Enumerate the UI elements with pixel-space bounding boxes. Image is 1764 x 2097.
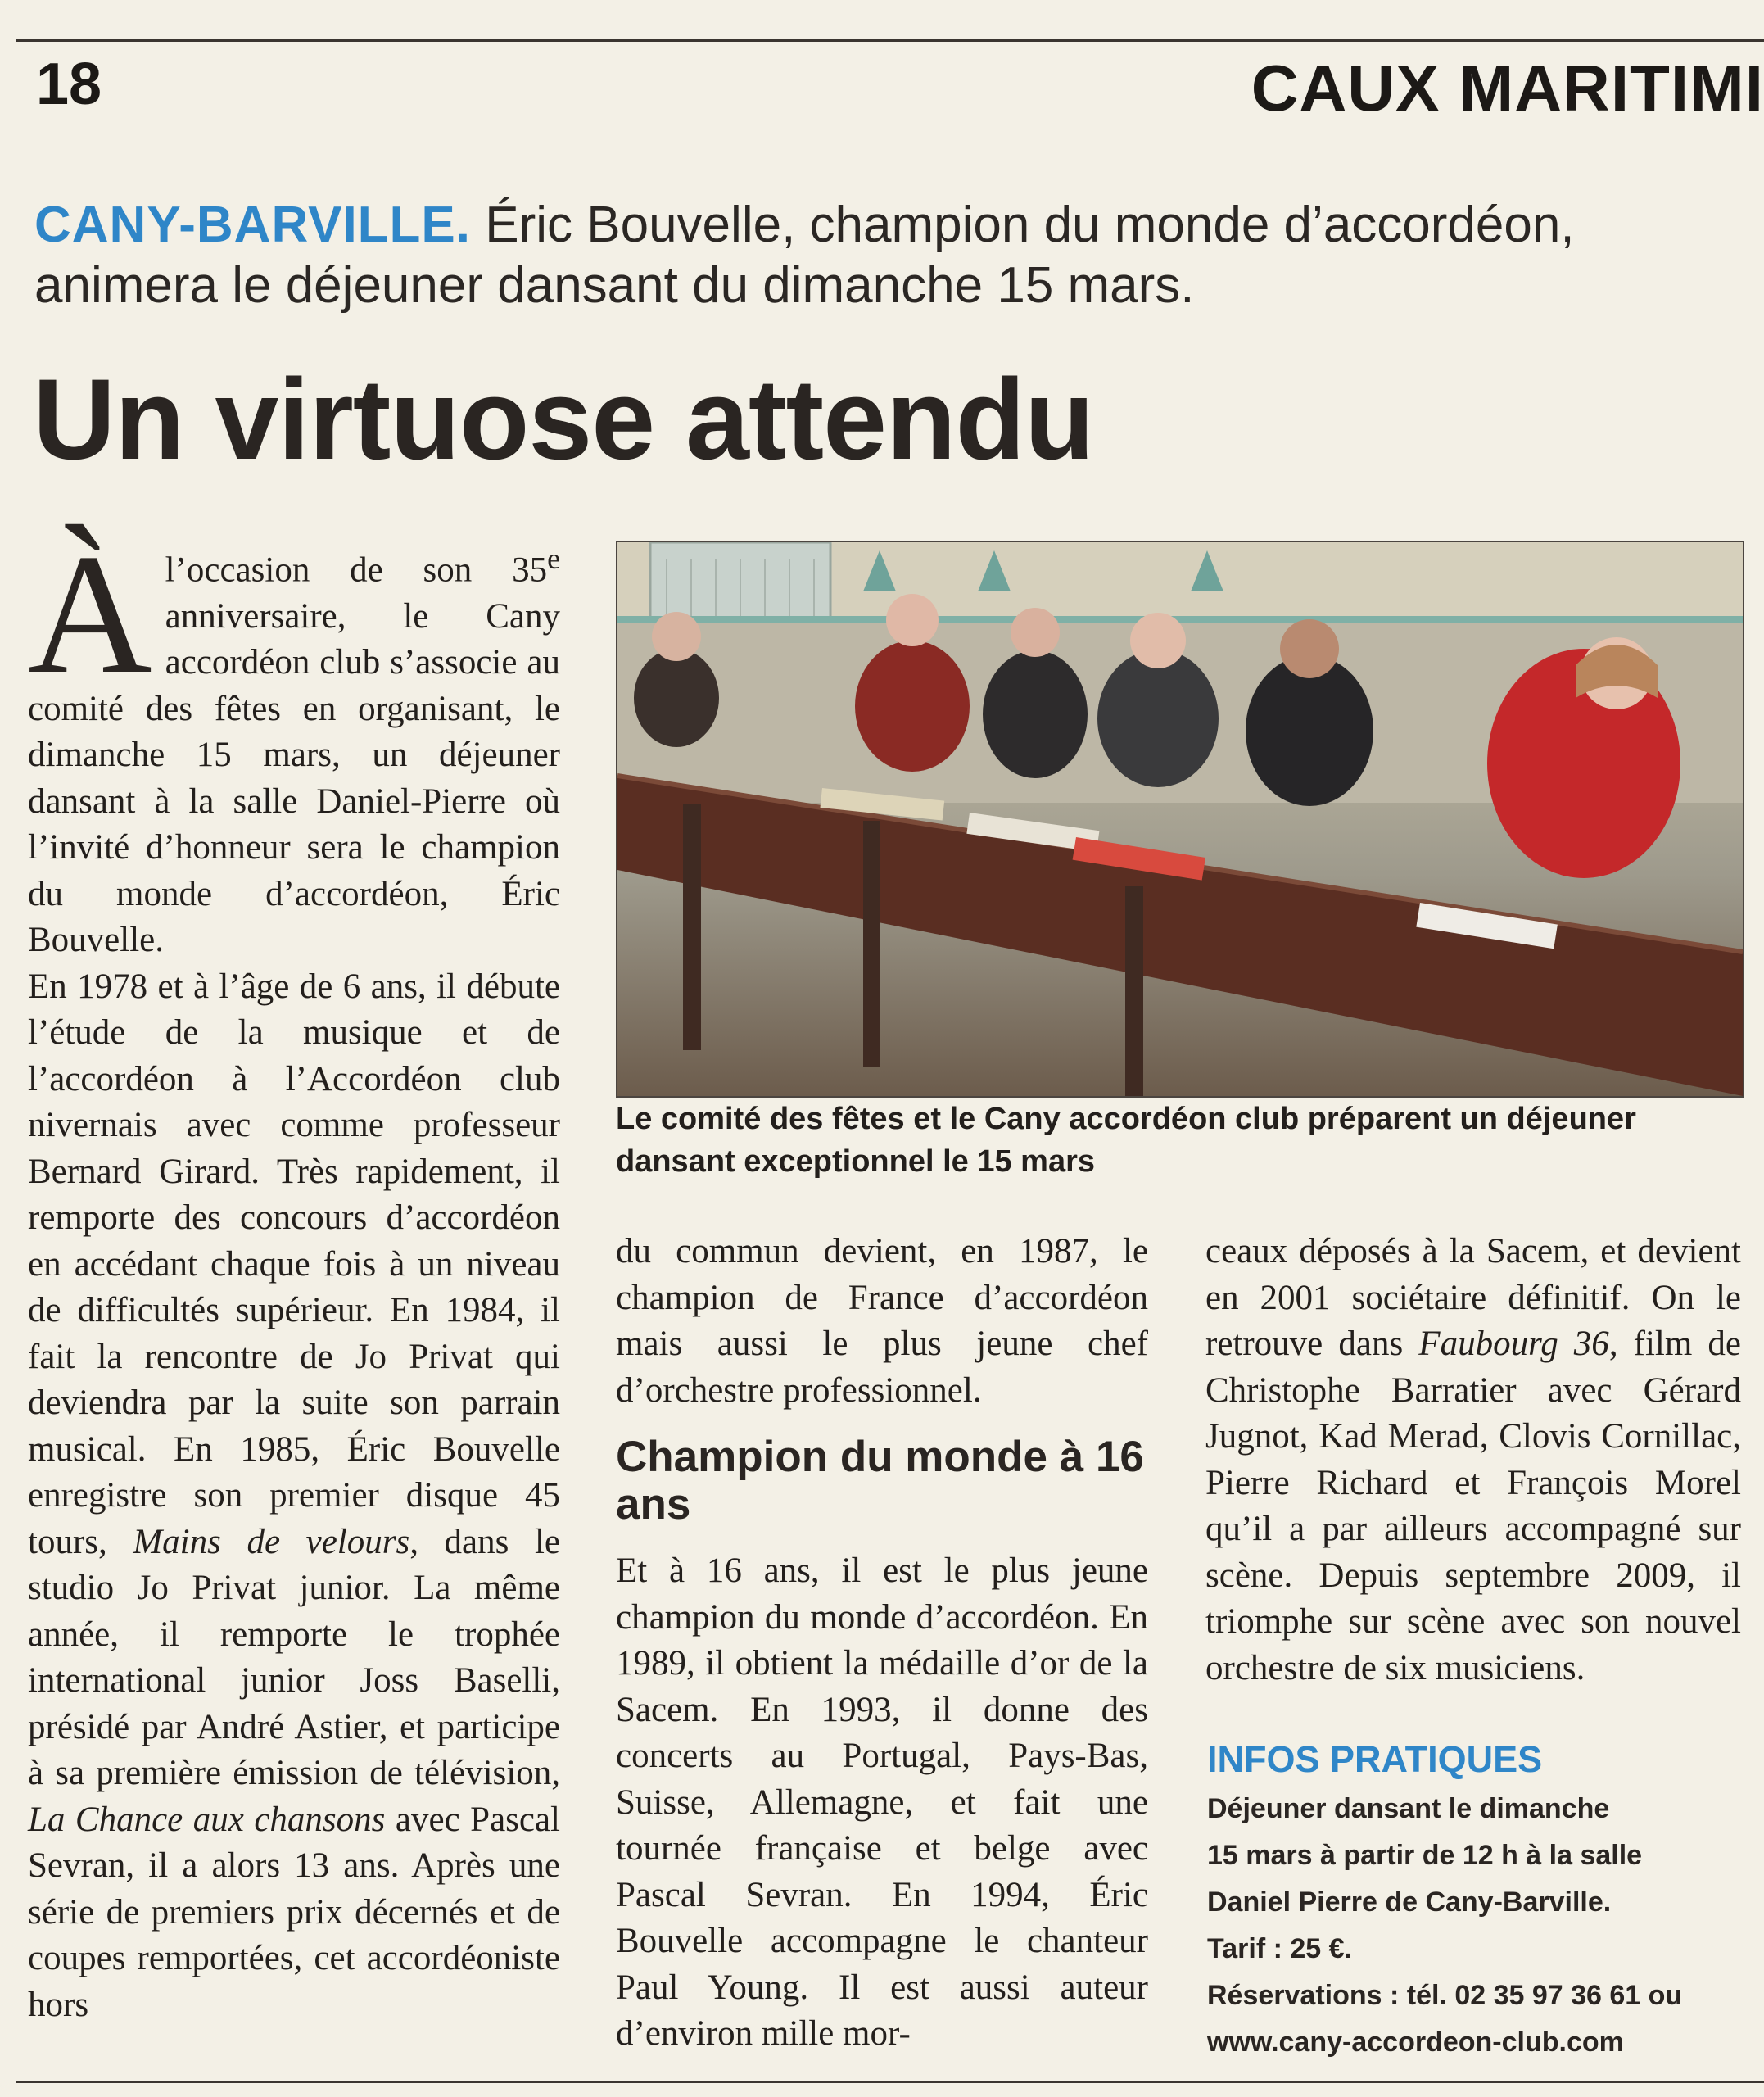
article-text: ceaux déposés à la Sacem, et devient en 2001 sociétaire définitif. On le retrouve dans xyxy=(1205,1232,1741,1363)
article-text: avec Pascal Sevran, il a alors 13 ans. Après une série de premiers prix décernés et de coupes remportées, cet accordéoniste hors xyxy=(28,1800,561,2024)
photo-caption: Le comité des fêtes et le Cany accordéon club préparent un déjeuner dansant exceptionnel le 15 mars xyxy=(616,1102,1636,1179)
infos-pratiques-box xyxy=(1207,1786,1743,2066)
article-photo xyxy=(616,541,1744,1098)
infos-line: Réservations : tél. 02 35 97 36 61 ou xyxy=(1207,1980,1683,2011)
article-column-1 xyxy=(28,519,561,2028)
drop-cap: À xyxy=(28,519,152,709)
article-column-3 xyxy=(1205,1229,1741,1692)
article-text: anniversaire, le Cany accordéon club s’associe au comité des fêtes en organisant, le dimanche 15 mars, un déjeuner dansant à la salle Daniel-Pierre où l’invité d’honneur sera le champion du monde d’accordéon, Éric Bouvelle. xyxy=(28,596,560,960)
photo-illustration xyxy=(617,542,1743,1096)
article-paragraph-5 xyxy=(1205,1229,1741,1692)
album-title: Mains de velours xyxy=(133,1522,410,1561)
article-paragraph-1 xyxy=(28,519,560,964)
headline: Un virtuose attendu xyxy=(33,355,1094,483)
infos-pratiques-title: INFOS PRATIQUES xyxy=(1207,1738,1543,1780)
article-paragraph-3: du commun devient, en 1987, le champion de France d’accordéon mais aussi le plus jeune chef d’orchestre professionnel. xyxy=(616,1232,1148,1410)
article-column-2-continued xyxy=(616,1548,1148,2058)
subheading: Champion du monde à 16 ans xyxy=(616,1433,1144,1529)
infos-line: Daniel Pierre de Cany-Barville. xyxy=(1207,1886,1612,1918)
article-column-2 xyxy=(616,1229,1148,1414)
top-rule xyxy=(16,39,1764,42)
article-text: En 1978 et à l’âge de 6 ans, il débute l’étude de la musique et de l’accordéon à l’Accordéon club nivernais avec comme professeur Bernard Girard. Très rapidement, il remporte des concours d’accordéon en accédant chaque fois à un niveau de difficultés supérieur. En 1984, il fait la rencontre de Jo Privat qui deviendra par la suite son parrain musical. En 1985, Éric Bouvelle enregistre son premier disque 45 tours, xyxy=(28,967,560,1561)
infos-website: www.cany-accordeon-club.com xyxy=(1207,2027,1624,2058)
kicker-place: CANY-BARVILLE. xyxy=(34,197,472,253)
infos-line: 15 mars à partir de 12 h à la salle xyxy=(1207,1840,1643,1871)
infos-line: Déjeuner dansant le dimanche xyxy=(1207,1793,1610,1824)
tv-show-title: La Chance aux chansons xyxy=(28,1800,386,1839)
article-paragraph-2 xyxy=(28,964,560,2029)
kicker-text: Éric Bouvelle, champion du monde d’accordéon, animera le déjeuner dansant du dimanche 15 mars. xyxy=(34,197,1575,314)
superscript: e xyxy=(547,542,560,575)
section-title: CAUX MARITIMI xyxy=(1251,52,1764,125)
article-text: l’occasion de son 35 xyxy=(165,550,548,590)
article-text: , dans le studio Jo Privat junior. La même année, il remporte le trophée international junior Joss Baselli, présidé par André Astier, et participe à sa première émission de télévision, xyxy=(28,1522,560,1793)
page-number: 18 xyxy=(36,52,102,117)
article-paragraph-4: Et à 16 ans, il est le plus jeune champion du monde d’accordéon. En 1989, il obtient la médaille d’or de la Sacem. En 1993, il donne des concerts au Portugal, Pays-Bas, Suisse, Allemagne, et fait une tournée française et belge avec Pascal Sevran. En 1994, Éric Bouvelle accompagne le chanteur Paul Young. Il est aussi auteur d’environ mille mor- xyxy=(616,1551,1148,2053)
article-text: , film de Christophe Barratier avec Gérard Jugnot, Kad Merad, Clovis Cornillac, Pierre Richard et François Morel qu’il a par ailleurs accompagné sur scène. Depuis septembre 2009, il triomphe sur scène avec son nouvel orchestre de six musiciens. xyxy=(1205,1325,1742,1687)
bottom-rule xyxy=(16,2081,1764,2083)
kicker xyxy=(34,195,1721,316)
infos-line: Tarif : 25 €. xyxy=(1207,1933,1352,1964)
film-title: Faubourg 36 xyxy=(1418,1325,1609,1363)
